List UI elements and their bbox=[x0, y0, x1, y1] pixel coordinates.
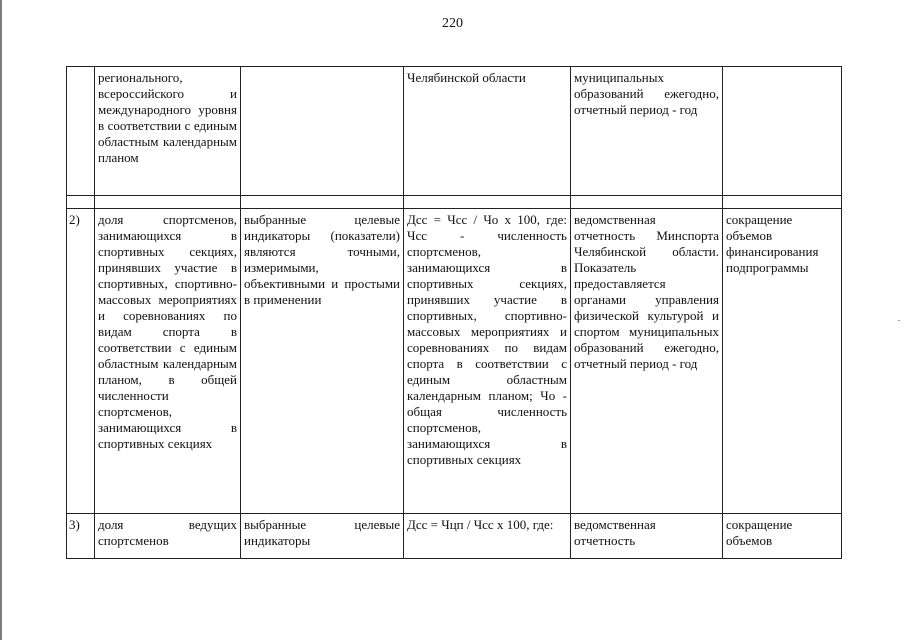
scan-mark bbox=[898, 320, 900, 321]
consequence-cell: сокращение объемов финансирования подпрограммы bbox=[723, 209, 842, 514]
justification-cell: выбранные целевые индикаторы (показатели) являются точными, измеримыми, объективными и простыми в применении bbox=[241, 209, 404, 514]
justification-cell bbox=[241, 67, 404, 196]
row-separator bbox=[67, 196, 842, 209]
data-source-cell: ведомственная отчетность Минспорта Челябинской области. Показатель предоставляется органами управления физической культурой и спортом муниципальных образований ежегодно, отчетный период - год bbox=[571, 209, 723, 514]
indicator-cell: регионального, всероссийского и международного уровня в соответствии с единым областным календарным планом bbox=[95, 67, 241, 196]
table-row bbox=[67, 514, 842, 559]
row-number-cell bbox=[67, 67, 95, 196]
table-row bbox=[67, 209, 842, 514]
page-number: 220 bbox=[442, 16, 463, 31]
data-source-cell: муниципальных образований ежегодно, отчетный период - год bbox=[571, 67, 723, 196]
data-source-cell: ведомственная отчетность bbox=[571, 514, 723, 559]
row-number-cell: 3) bbox=[67, 514, 95, 559]
scan-left-edge bbox=[0, 0, 2, 640]
calculation-method-cell: Дсс = Чцп / Чсс x 100, где: bbox=[404, 514, 571, 559]
consequence-cell: сокращение объемов bbox=[723, 514, 842, 559]
row-number-cell: 2) bbox=[67, 209, 95, 514]
consequence-cell bbox=[723, 67, 842, 196]
table-row bbox=[67, 67, 842, 196]
justification-cell: выбранные целевые индикаторы bbox=[241, 514, 404, 559]
calculation-method-cell: Челябинской области bbox=[404, 67, 571, 196]
indicator-cell: доля спортсменов, занимающихся в спортивных секциях, принявших участие в спортивных, спортивно-массовых мероприятиях и соревнованиях по видам спорта в соответствии с единым областным календарным планом, в общей численности спортсменов, занимающихся в спортивных секциях bbox=[95, 209, 241, 514]
calculation-method-cell: Дсс = Чсс / Чо x 100, где: Чсс - численность спортсменов, занимающихся в спортивных секциях, принявших участие в спортивных, спортивно-массовых мероприятиях и соревнованиях по видам спорта в соответствии с единым областным календарным планом; Чо - общая численность спортсменов, занимающихся в спортивных секциях bbox=[404, 209, 571, 514]
indicators-table bbox=[66, 66, 842, 559]
indicator-cell: доля ведущих спортсменов bbox=[95, 514, 241, 559]
